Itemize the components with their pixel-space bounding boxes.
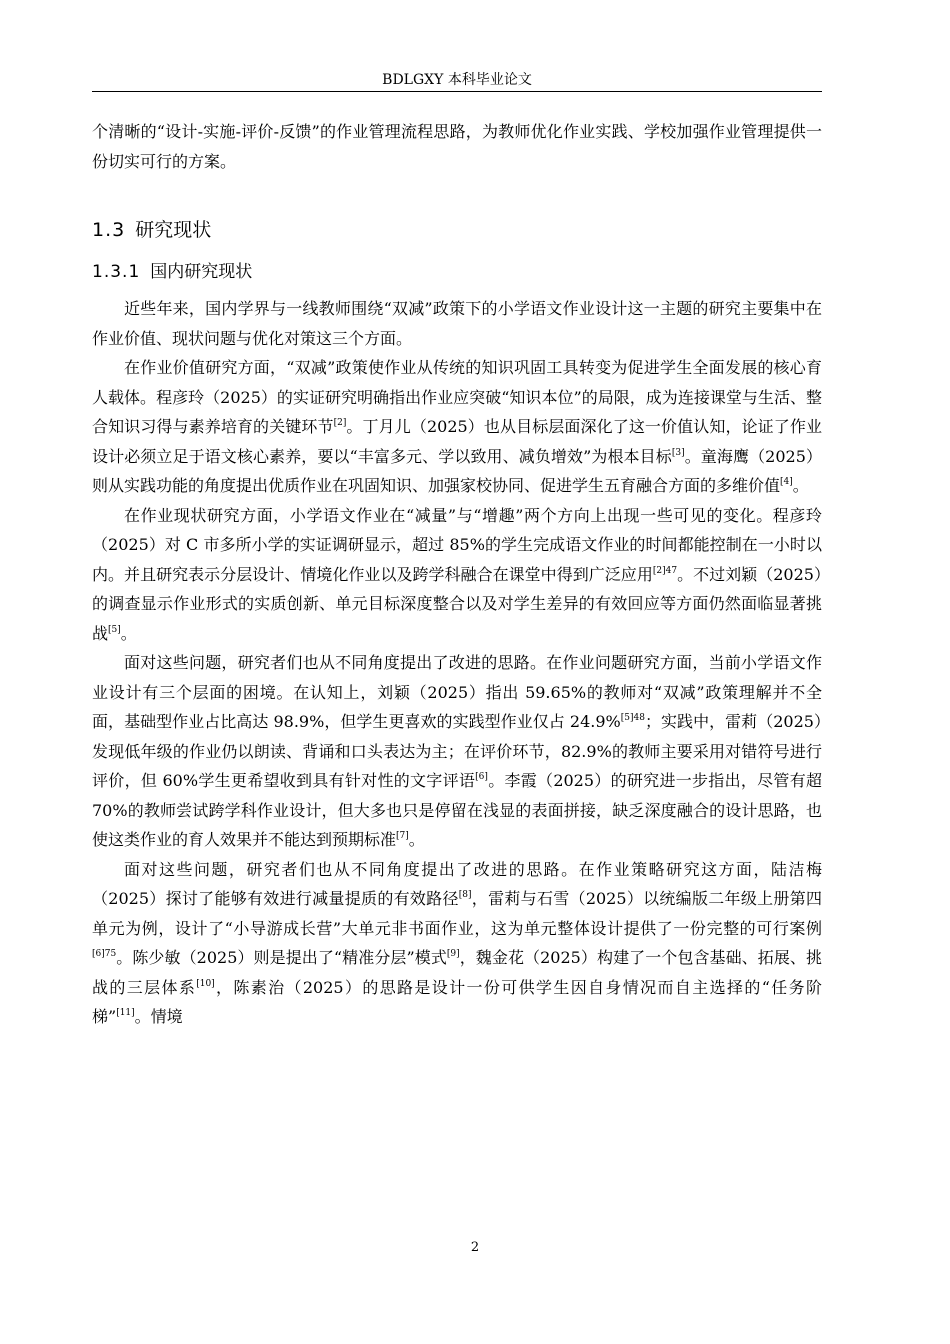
text-run: ，雷莉与石雪（2025）以统编版二年级上册第四单元为例，设计了“小导游成长营”大单元非书面作业，这为单元整体设计提供了一份完整的可行案例 [92,889,822,938]
page-number: 2 [470,1240,480,1255]
paragraph-continuation: 个清晰的“设计-实施-评价-反馈”的作业管理流程思路，为教师优化作业实践、学校加强作业管理提供一份切实可行的方案。 [92,122,822,171]
text-run: 。 [792,476,809,495]
section-number: 1.3 [92,219,126,241]
citation: [11] [116,1008,135,1018]
text-run: 。李霞（2025）的研究进一步指出，尽管有超 70%的教师尝试跨学科作业设计，但大多也只是停留在浅显的表面拼接，缺乏深度融合的设计思路，也使这类作业的育人效果并不能达到预期标准 [92,771,822,849]
subsection-heading [92,258,822,286]
text-run: 。情境 [134,1007,183,1026]
text-run: 。陈少敏（2025）则是提出了“精准分层”模式 [116,948,447,967]
paragraph-strategy-research [92,855,822,1032]
citation: [6]75 [92,949,117,959]
header-rule [92,91,822,92]
paragraph-problem-research [92,648,822,855]
body-text [92,117,822,1032]
text-run: ；实践中，雷莉（2025）发现低年级的作业仍以朗读、背诵和口头表达为主；在评价环节，82.9%的教师主要采用对错符号进行评价，但 60%学生更希望收到具有针对性的文字评语 [92,712,822,790]
citation: [8] [458,890,472,900]
citation: [7] [396,831,409,841]
text-run: 面对这些问题，研究者们也从不同角度提出了改进的思路。在作业问题研究方面，当前小学语文作业设计有三个层面的困境。在认知上，刘颖（2025）指出 59.65%的教师对“双减”政策理解并不全面，基础型作业占比高达 98.9%，但学生更喜欢的实践型作业仅占 24.9% [92,653,822,731]
citation: [6] [475,772,488,782]
citation: [5]48 [620,713,645,723]
citation: [3] [671,447,685,458]
paragraph-value-research [92,353,822,501]
subsection-title: 国内研究现状 [150,262,253,282]
text-run: 面对这些问题，研究者们也从不同角度提出了改进的思路。在作业策略研究这方面，陆洁梅（2025）探讨了能够有效进行减量提质的有效路径 [92,859,822,908]
citation: [2] [333,418,347,428]
text-run: 在作业现状研究方面，小学语文作业在“减量”与“增趣”两个方向上出现一些可见的变化。程彦玲（2025）对 C 市多所小学的实证调研显示，超过 85%的学生完成语文作业的时间都能控制在一小时以内。并且研究表示分层设计、情境化作业以及跨学科融合在课堂中得到广泛应用 [92,505,822,584]
section-heading [92,216,822,244]
running-header: BDLGXY 本科毕业论文 [382,72,532,88]
citation: [4] [780,477,793,487]
citation: [2]47 [652,565,678,576]
text-run: ，陈素治（2025）的思路是设计一份可供学生因自身情况而自主选择的“任务阶梯” [92,977,822,1026]
text-run: 。 [408,830,425,849]
text-run: ，魏金花（2025）构建了一个包含基础、拓展、挑战的三层体系 [92,948,822,997]
citation: [9] [446,949,460,959]
paragraph-status-research [92,501,822,649]
text-run: 。丁月儿（2025）也从目标层面深化了这一价值认知，论证了作业设计必须立足于语文核心素养，要以“丰富多元、学以致用、减负增效”为根本目标 [92,417,822,466]
text-run: 。 [120,623,137,643]
text-run: 在作业价值研究方面，“双减”政策使作业从传统的知识巩固工具转变为促进学生全面发展的核心育人载体。程彦玲（2025）的实证研究明确指出作业应突破“知识本位”的局限，成为连接课堂与生活、整合知识习得与素养培育的关键环节 [92,358,822,436]
paragraph-intro: 近些年来，国内学界与一线教师围绕“双减”政策下的小学语文作业设计这一主题的研究主要集中在作业价值、现状问题与优化对策这三个方面。 [92,299,822,348]
citation: [5] [108,624,121,635]
section-title: 研究现状 [135,219,212,241]
text-run: 。不过刘颖（2025）的调查显示作业形式的实质创新、单元目标深度整合以及对学生差异的有效回应等方面仍然面临显著挑战 [92,564,822,643]
text-run: 。童海鹰（2025）则从实践功能的角度提出优质作业在巩固知识、加强家校协同、促进学生五育融合方面的多维价值 [92,446,822,495]
subsection-number: 1.3.1 [92,262,141,282]
citation: [10] [196,978,215,989]
